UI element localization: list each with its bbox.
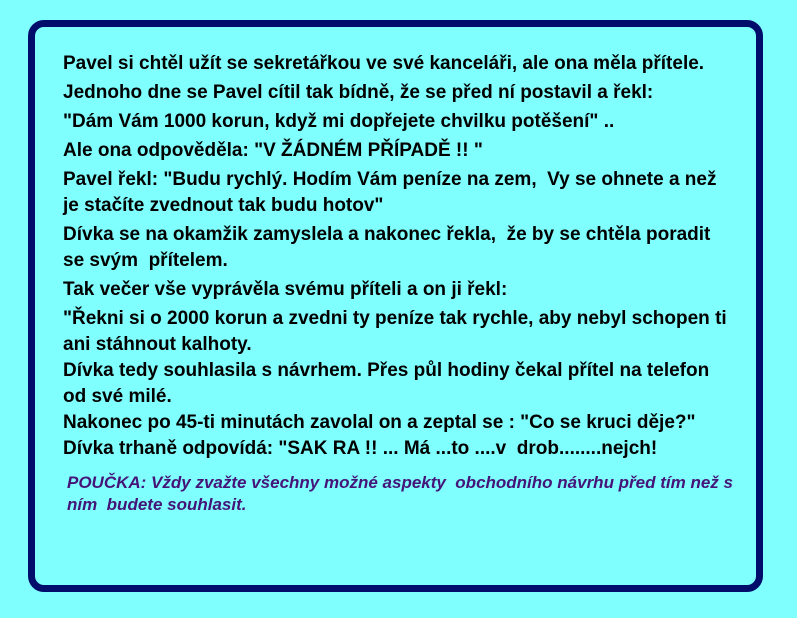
moral-note: POUČKA: Vždy zvažte všechny možné aspekty obchodního návrhu před tím než s ním budete souhlasit.: [67, 473, 738, 514]
story-paragraph: Dívka se na okamžik zamyslela a nakonec řekla, že by se chtěla poradit se svým přítelem.: [63, 224, 716, 271]
story-paragraph: "Dám Vám 1000 korun, když mi dopřejete chvilku potěšení" ..: [63, 111, 615, 132]
story-paragraph: Nakonec po 45-ti minutách zavolal on a zeptal se : "Co se kruci děje?": [63, 412, 696, 433]
story-paragraph: Tak večer vše vyprávěla svému příteli a on ji řekl:: [63, 279, 508, 300]
story-paragraph: Dívka tedy souhlasila s návrhem. Přes půl hodiny čekal přítel na telefon od své milé.: [63, 360, 715, 407]
story-paragraph: Jednoho dne se Pavel cítil tak bídně, že se před ní postavil a řekl:: [63, 82, 654, 103]
story-paragraph: "Řekni si o 2000 korun a zvedni ty peníze tak rychle, aby nebyl schopen ti ani stáhnout kalhoty.: [63, 308, 732, 355]
story-paragraph: Dívka trhaně odpovídá: "SAK RA !! ... Má ...to ....v drob........nejch!: [63, 438, 658, 459]
story-paragraph: Ale ona odpověděla: "V ŽÁDNÉM PŘÍPADĚ !! ": [63, 140, 483, 161]
joke-story: [63, 51, 734, 462]
story-paragraph: Pavel řekl: "Budu rychlý. Hodím Vám peníze na zem, Vy se ohnete a než je stačíte zvednout tak budu hotov": [63, 169, 722, 216]
story-paragraph: Pavel si chtěl užít se sekretářkou ve své kanceláři, ale ona měla přítele.: [63, 53, 705, 74]
joke-card: [28, 20, 763, 592]
